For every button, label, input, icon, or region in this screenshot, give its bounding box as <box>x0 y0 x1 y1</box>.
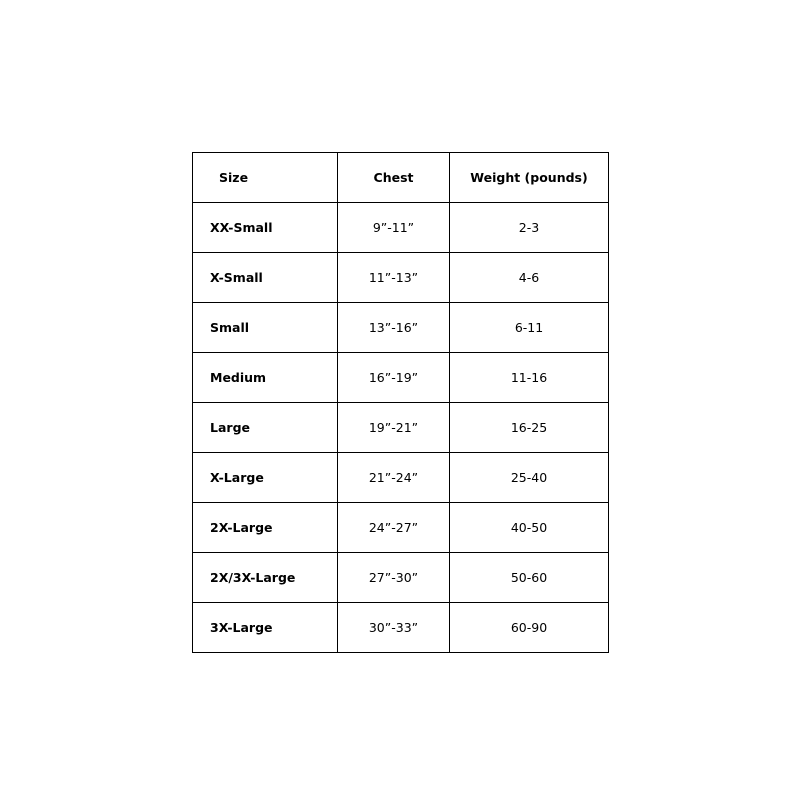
weight-cell: 11-16 <box>450 353 609 403</box>
header-row <box>193 153 609 203</box>
weight-cell: 60-90 <box>450 603 609 653</box>
table-row <box>193 303 609 353</box>
size-cell: 2X/3X-Large <box>193 553 338 603</box>
table-header <box>193 153 609 203</box>
weight-cell: 25-40 <box>450 453 609 503</box>
chest-cell: 21”-24” <box>338 453 450 503</box>
table-row <box>193 603 609 653</box>
weight-cell: 40-50 <box>450 503 609 553</box>
size-cell: X-Large <box>193 453 338 503</box>
chest-cell: 19”-21” <box>338 403 450 453</box>
header-weight: Weight (pounds) <box>450 153 609 203</box>
size-cell: 2X-Large <box>193 503 338 553</box>
size-cell: Large <box>193 403 338 453</box>
table-row <box>193 353 609 403</box>
header-size: Size <box>193 153 338 203</box>
chest-cell: 16”-19” <box>338 353 450 403</box>
table-row <box>193 503 609 553</box>
weight-cell: 6-11 <box>450 303 609 353</box>
chest-cell: 27”-30” <box>338 553 450 603</box>
chest-cell: 11”-13” <box>338 253 450 303</box>
header-chest: Chest <box>338 153 450 203</box>
size-cell: XX-Small <box>193 203 338 253</box>
size-cell: Medium <box>193 353 338 403</box>
weight-cell: 4-6 <box>450 253 609 303</box>
table-row <box>193 553 609 603</box>
chest-cell: 30”-33” <box>338 603 450 653</box>
size-cell: Small <box>193 303 338 353</box>
table-row <box>193 403 609 453</box>
table-row <box>193 203 609 253</box>
weight-cell: 50-60 <box>450 553 609 603</box>
weight-cell: 2-3 <box>450 203 609 253</box>
table-row <box>193 253 609 303</box>
chest-cell: 9”-11” <box>338 203 450 253</box>
table-row <box>193 453 609 503</box>
chest-cell: 13”-16” <box>338 303 450 353</box>
weight-cell: 16-25 <box>450 403 609 453</box>
size-chart-table <box>192 152 609 653</box>
chest-cell: 24”-27” <box>338 503 450 553</box>
size-cell: 3X-Large <box>193 603 338 653</box>
table-body <box>193 203 609 653</box>
size-cell: X-Small <box>193 253 338 303</box>
